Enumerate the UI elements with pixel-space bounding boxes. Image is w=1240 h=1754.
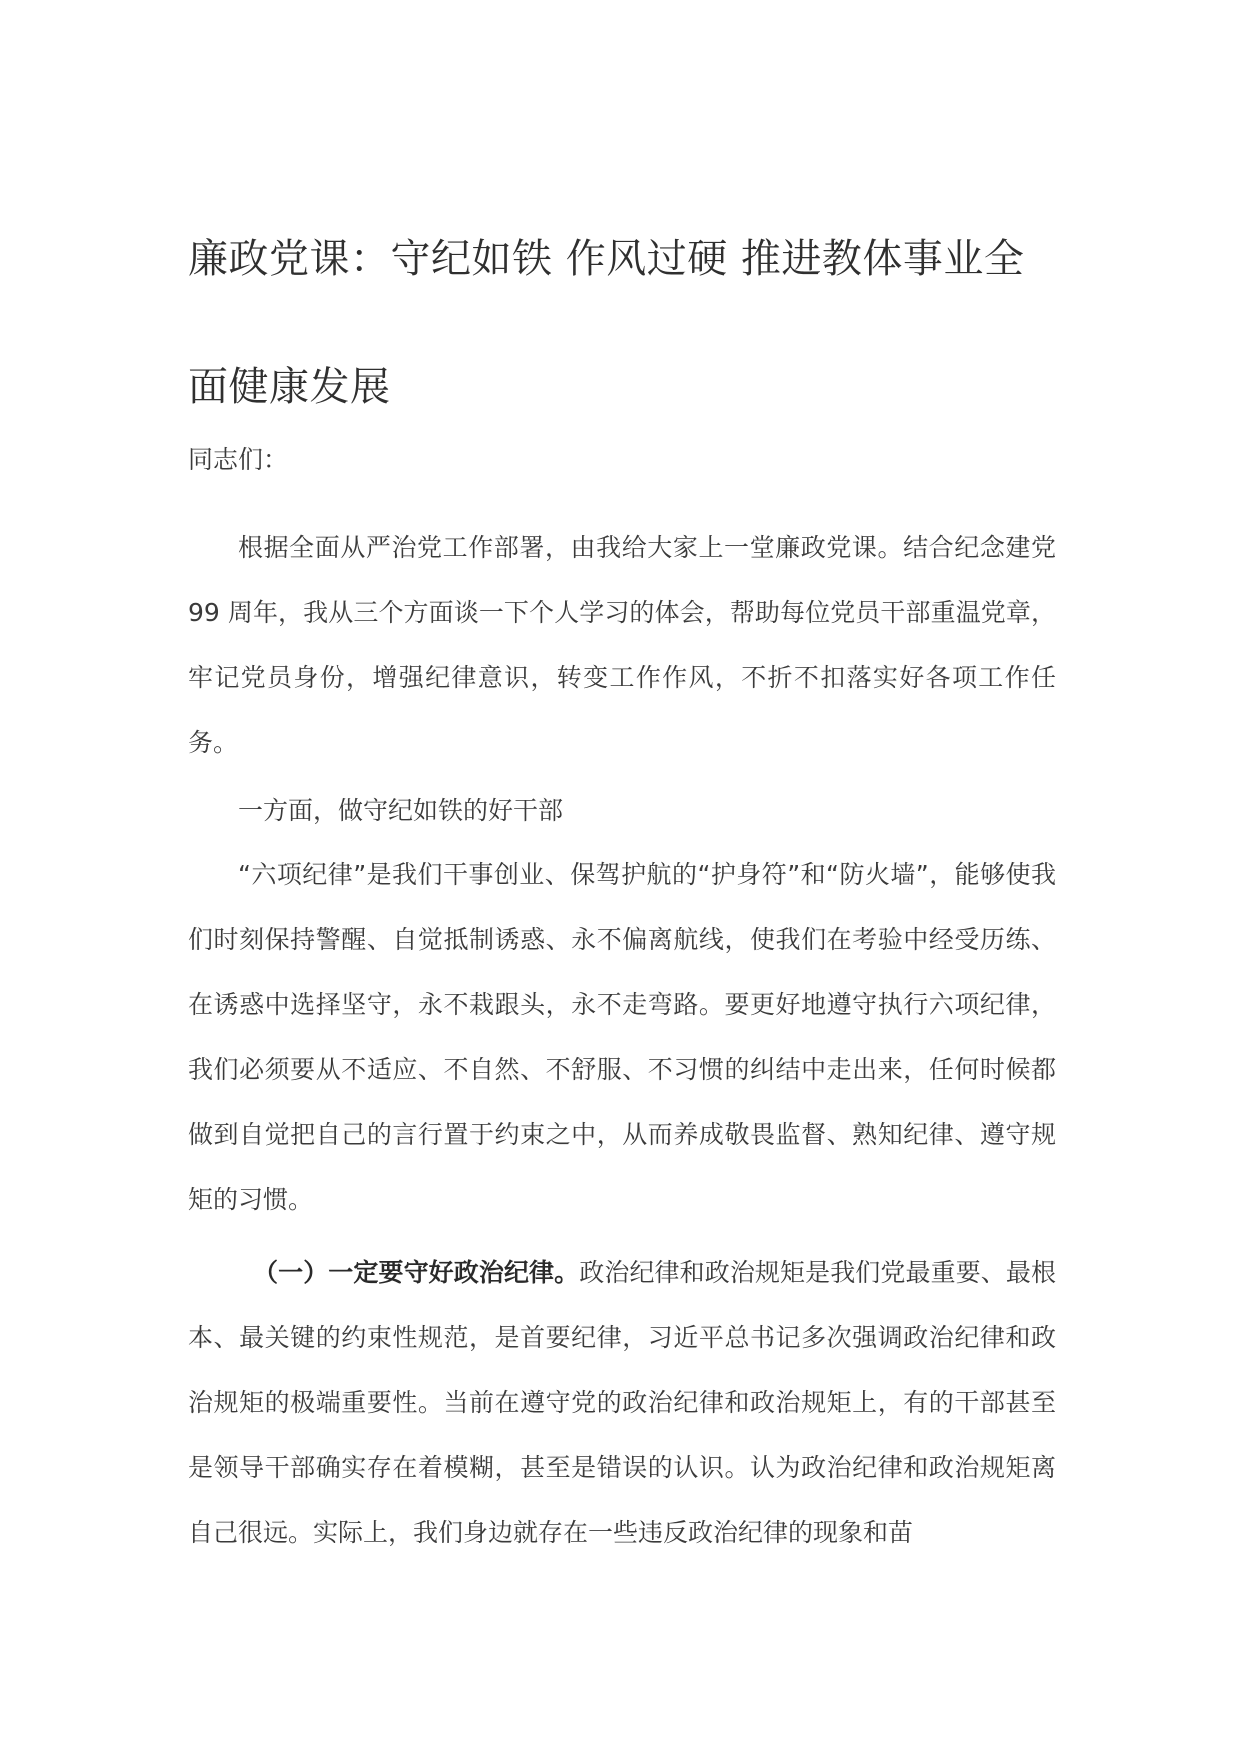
section-one-heading: （一）一定要守好政治纪律。 bbox=[253, 1258, 580, 1287]
document-title: 廉政党课：守纪如铁 作风过硬 推进教体事业全面健康发展 bbox=[188, 236, 1025, 410]
six-disciplines-paragraph: “六项纪律”是我们干事创业、保驾护航的“护身符”和“防火墙”，能够使我们时刻保持警醒、自觉抵制诱惑、永不偏离航线，使我们在考验中经受历练、在诱惑中选择坚守，永不栽跟头，永不走弯路。要更好地遵守执行六项纪律，我们必须要从不适应、不自然、不舒服、不习惯的纠结中走出来，任何时候都做到自觉把自己的言行置于约束之中，从而养成敬畏监督、熟知纪律、遵守规矩的习惯。 bbox=[188, 860, 1056, 1214]
intro-paragraph: 根据全面从严治党工作部署，由我给大家上一堂廉政党课。结合纪念建党 99 周年，我从三个方面谈一下个人学习的体会，帮助每位党员干部重温党章，牢记党员身份，增强纪律意识，转变工作作风，不折不扣落实好各项工作任务。 bbox=[188, 533, 1056, 757]
salutation: 同志们： bbox=[188, 445, 289, 474]
part-one-heading: 一方面，做守纪如铁的好干部 bbox=[238, 796, 564, 825]
section-one-body: 政治纪律和政治规矩是我们党最重要、最根本、最关键的约束性规范，是首要纪律，习近平总书记多次强调政治纪律和政治规矩的极端重要性。当前在遵守党的政治纪律和政治规矩上，有的干部甚至是领导干部确实存在着模糊，甚至是错误的认识。认为政治纪律和政治规矩离自己很远。实际上，我们身边就存在一些违反政治纪律的现象和苗 bbox=[188, 1258, 1056, 1547]
section-one-paragraph bbox=[188, 1240, 1056, 1565]
